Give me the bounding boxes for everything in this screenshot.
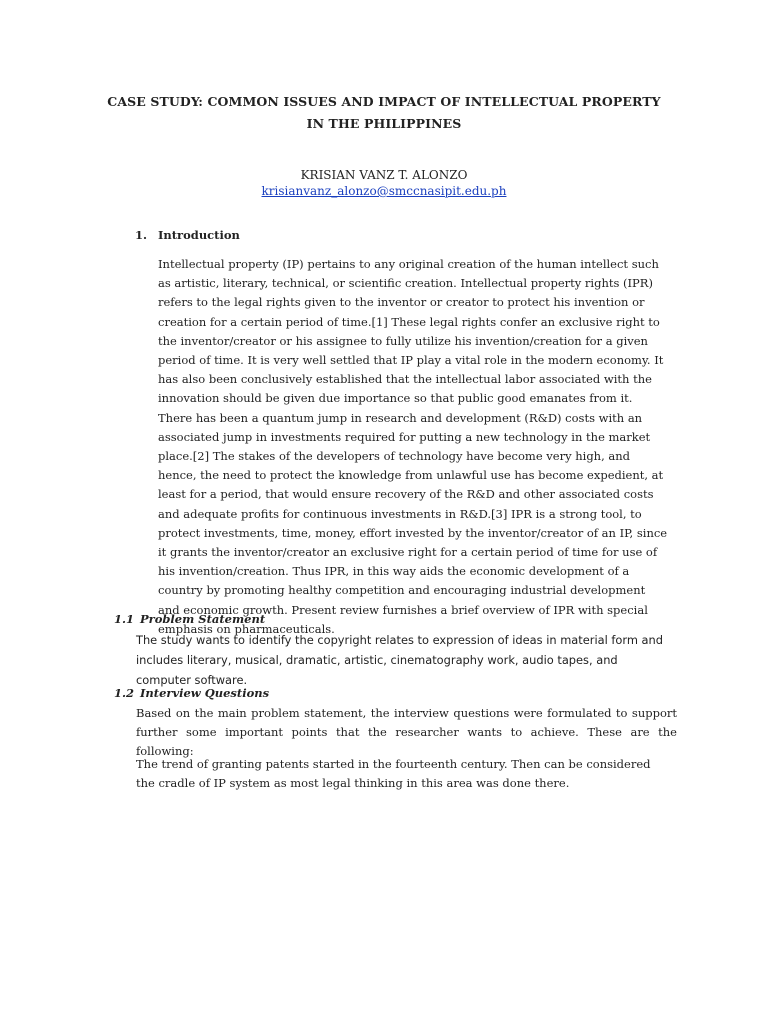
patent-history-paragraph: The trend of granting patents started in the fourteenth century. Then can be considered the cradle of IP system as most legal thinking in this area was done there. [136,757,651,790]
section-1-heading: Introduction [158,228,240,242]
author-email-link[interactable]: krisianvanz_alonzo@smccnasipit.edu.ph [261,184,507,198]
author-name: KRISIAN VANZ T. ALONZO [300,168,468,182]
section-1-1-number: 1.1 [114,612,135,626]
section-1-2-title: Interview Questions [140,686,270,700]
section-1-2-number: 1.2 [114,686,135,700]
interview-questions-paragraph: Based on the main problem statement, the interview questions were formulated to support further some important points that the researcher wants to achieve. These are the following: [136,706,677,758]
document-title: CASE STUDY: COMMON ISSUES AND IMPACT OF INTELLECTUAL PROPERTY IN THE PHILIPPINES [107,94,661,131]
problem-statement-paragraph: The study wants to identify the copyright relates to expression of ideas in material form and includes literary, musical, dramatic, artistic, cinematography work, audio tapes, and computer software. [136,633,663,687]
section-1-1-title: Problem Statement [140,612,266,626]
introduction-paragraph: Intellectual property (IP) pertains to any original creation of the human intellect such as artistic, literary, technical, or scientific creation. Intellectual property rights (IPR) refers to the legal rights given to the inventor or creator to protect his invention or creation for a certain period of time.[1] These legal rights confer an exclusive right to the inventor/creator or his assignee to fully utilize his invention/creation for a given period of time. It is very well settled that IP play a vital role in the modern economy. It has also been conclusively established that the intellectual labor associated with the innovation should be given due importance so that public good emanates from it. There has been a quantum jump in research and development (R&D) costs with an associated jump in investments required for putting a new technology in the market place.[2] The stakes of the developers of technology have become very high, and hence, the need to protect the knowledge from unlawful use has become expedient, at least for a period, that would ensure recovery of the R&D and other associated costs and adequate profits for continuous investments in R&D.[3] IPR is a strong tool, to protect investments, time, money, effort invested by the inventor/creator of an IP, since it grants the inventor/creator an exclusive right for a certain period of time for use of his invention/creation. Thus IPR, in this way aids the economic development of a country by promoting healthy competition and encouraging industrial development and economic growth. Present review furnishes a brief overview of IPR with special emphasis on pharmaceuticals. [158,257,668,636]
section-1-2-heading [114,686,269,700]
section-1-number: 1. [135,228,148,242]
section-1-1-heading [114,612,265,626]
